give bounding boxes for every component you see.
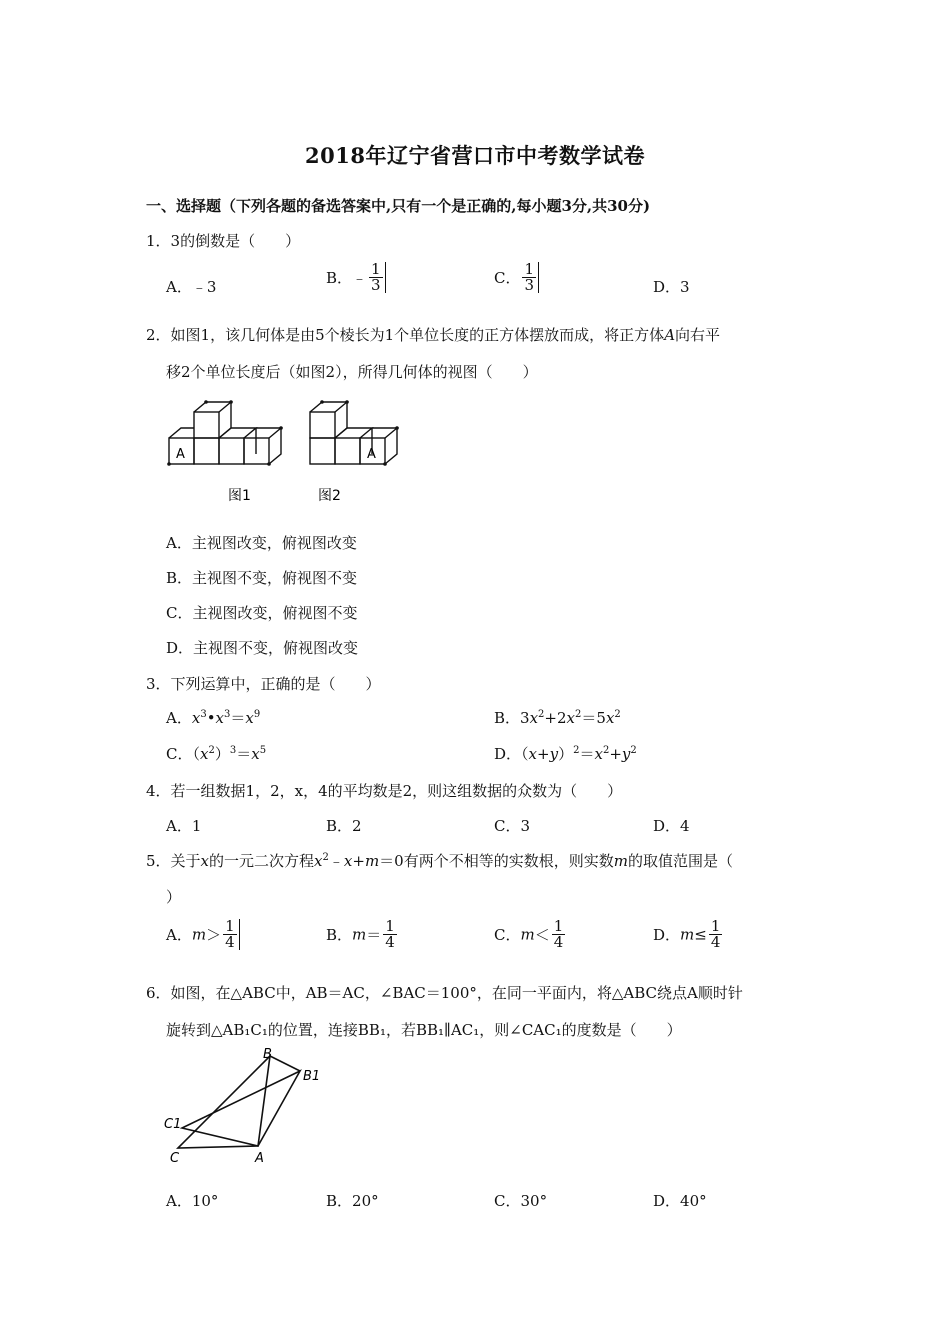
fraction-denominator: 4 (385, 933, 395, 951)
question-2-stem-line1 (146, 324, 720, 345)
label-B1: B1 (303, 1069, 321, 1084)
question-2-stem-line2: 移2个单位长度后（如图2），所得几何体的视图（ ） (166, 363, 538, 381)
question-5-stem-line2: ） (166, 888, 182, 906)
fraction-numerator: 1 (371, 260, 381, 278)
label-C1: C1 (164, 1117, 182, 1132)
q2-option-c: C．主视图改变，俯视图不变 (166, 604, 358, 622)
question-3-stem: 3．下列运算中，正确的是（ ） (146, 675, 381, 693)
q3-option-c-label: C． (166, 745, 193, 763)
figure-2-caption: 图2 (318, 488, 341, 504)
figure-1-cube-a-label: A (176, 447, 185, 462)
fraction-numerator: 1 (385, 917, 395, 935)
q2-option-a: A．主视图改变，俯视图改变 (166, 534, 357, 552)
q6-option-a: A．10° (166, 1192, 219, 1210)
question-4-stem: 4．若一组数据1，2，x，4的平均数是2，则这组数据的众数为（ ） (146, 782, 623, 800)
fraction-denominator: 3 (371, 276, 381, 294)
q1-option-d: D．3 (653, 278, 690, 296)
page-title: 2018年辽宁省营口市中考数学试卷 (305, 143, 645, 168)
label-A: A (255, 1151, 264, 1166)
q1-option-c-label: C． (494, 269, 521, 287)
fraction-denominator: 3 (524, 276, 535, 294)
q5-option-c-fraction (552, 919, 566, 950)
q5-stem-part-d: 的取值范围是（ (627, 852, 733, 870)
fraction-denominator: 4 (710, 933, 721, 951)
q5-option-b-label: B． (326, 926, 353, 944)
q5-option-d-label: D． (653, 926, 681, 944)
q5-option-d-fraction (709, 919, 723, 950)
fraction-denominator: 4 (553, 933, 564, 951)
q2-option-d: D．主视图不变，俯视图改变 (166, 639, 359, 657)
q6-option-c: C．30° (494, 1192, 548, 1210)
q4-option-d: D．4 (653, 817, 690, 835)
figure-1-cubes (169, 402, 281, 464)
q5-option-b: B．m＝ $\frac{1}{4}$ (326, 917, 395, 951)
q6-option-d: D．40° (653, 1192, 707, 1210)
q3-option-d: D．$(x+y)^2=x^2+y^2$ (494, 745, 637, 763)
fraction-numerator: 1 (553, 917, 564, 935)
label-C: C (170, 1151, 180, 1166)
q3-option-a: A．$x^3•x^3=x^9$ (166, 709, 261, 727)
q5-stem-x: x (200, 852, 210, 870)
q5-stem-part-a: 5．关于 (146, 852, 201, 870)
fraction-numerator: 1 (225, 917, 235, 935)
q1-option-b (326, 262, 388, 293)
fraction-numerator: 1 (524, 260, 535, 278)
q5-option-a-fraction (223, 919, 240, 950)
q3-option-c: C．$(x^2)^3=x^5$ (166, 745, 267, 763)
q2-option-b: B．主视图不变，俯视图不变 (166, 569, 358, 587)
label-B: B (263, 1047, 272, 1062)
q4-option-b: B．2 (326, 817, 362, 835)
q5-option-a: A．m＞ $\frac{1}{4}$ (166, 919, 242, 950)
q1-option-a: A．﹣3 (166, 278, 217, 296)
q3-option-a-label: A． (166, 709, 192, 727)
question-6-stem-line1: 6．如图，在△ABC中，AB＝AC，∠BAC＝100°，在同一平面内，将△ABC绕点A顺时针 (146, 984, 743, 1002)
figure-2-cube-a-label: A (367, 447, 376, 462)
q5-stem-part-b: 的一元二次方程 (209, 852, 315, 870)
q4-option-c: C．3 (494, 817, 531, 835)
q2-figure (166, 394, 410, 508)
q5-stem-part-c: 有两个不相等的实数根，则实数 (403, 852, 614, 870)
q6-option-b: B．20° (326, 1192, 379, 1210)
q3-option-d-label: D． (494, 745, 522, 763)
q3-option-b: B．$3x^2+2x^2=5x^2$ (494, 709, 621, 727)
q1-option-c (494, 262, 541, 293)
q1-option-b-fraction (369, 262, 386, 293)
q1-option-b-label: B．﹣ (326, 269, 368, 287)
section-heading: 一、选择题（下列各题的备选答案中,只有一个是正确的,每小题3分,共30分) (146, 197, 651, 215)
question-5-stem-line1: 5．关于x的一元二次方程$x^2﹣x+m=0$有两个不相等的实数根，则实数m的取值范围是（ (146, 852, 733, 870)
figure-1-caption: 图1 (228, 488, 251, 504)
q5-option-b-fraction (383, 919, 397, 950)
q5-option-a-label: A． (166, 926, 192, 944)
q2-stem-part2: 向右平 (675, 326, 721, 344)
fraction-denominator: 4 (225, 933, 235, 951)
q5-option-d: D．m≤ $\frac{1}{4}$ (653, 917, 721, 951)
q5-stem-m: m (613, 852, 628, 870)
q5-option-c: C．m＜ $\frac{1}{4}$ (494, 917, 564, 951)
fraction-numerator: 1 (710, 917, 721, 935)
q5-option-c-label: C． (494, 926, 521, 944)
question-6-stem-line2: 旋转到△AB₁C₁的位置，连接BB₁，若BB₁∥AC₁，则∠CAC₁的度数是（ ） (166, 1021, 682, 1039)
question-1-stem: 1．3的倒数是（ ） (146, 232, 301, 250)
q3-option-b-label: B． (494, 709, 521, 727)
q6-triangle-figure (160, 1046, 325, 1166)
q2-stem-var: A (664, 326, 676, 344)
figure-2-cubes (310, 402, 397, 464)
q2-stem-part1: 2．如图1，该几何体是由5个棱长为1个单位长度的正方体摆放而成，将正方体 (146, 326, 665, 344)
q4-option-a: A．1 (166, 817, 202, 835)
q1-option-c-fraction (522, 262, 539, 293)
